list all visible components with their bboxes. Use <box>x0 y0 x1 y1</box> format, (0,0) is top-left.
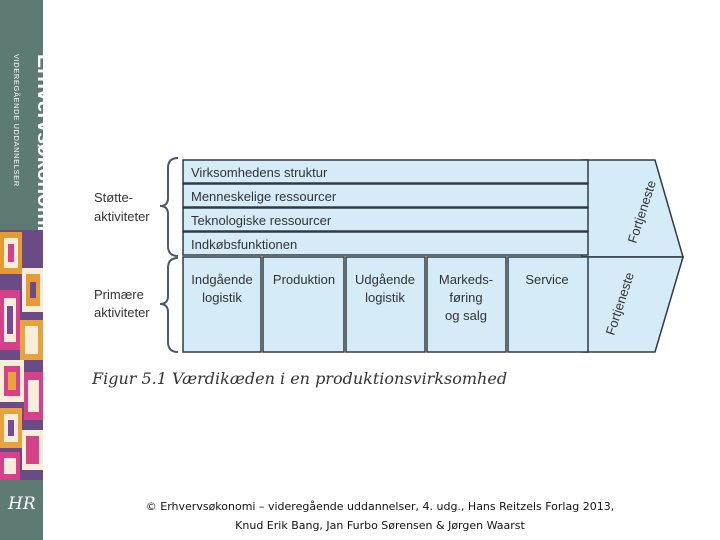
support-row-label: Virksomhedens struktur <box>191 165 328 180</box>
primary-column-label: Indgående <box>191 272 253 287</box>
primary-brace <box>160 258 178 352</box>
svg-text:aktiviteter: aktiviteter <box>94 305 150 320</box>
support-brace <box>160 158 178 256</box>
copyright-footer <box>110 497 650 535</box>
svg-text:aktiviteter: aktiviteter <box>94 209 150 224</box>
primary-column-label: Udgående <box>355 272 415 287</box>
footer-line-1: © Erhvervsøkonomi – videregående uddannelser, 4. udg., Hans Reitzels Forlag 2013, <box>145 500 615 513</box>
support-activities-label <box>94 190 150 224</box>
publisher-logo: HR <box>8 494 36 514</box>
margin-arrow-lower <box>582 257 683 352</box>
support-row-label: Menneskelige ressourcer <box>191 189 337 204</box>
primary-column-label: Markeds- <box>438 272 494 287</box>
primary-column-label: Produktion <box>272 272 336 287</box>
primary-column-label: og salg <box>445 308 487 323</box>
support-row-label: Indkøbsfunktionen <box>191 237 298 252</box>
support-row-label: Teknologiske ressourcer <box>191 213 332 228</box>
primary-column-label: føring <box>449 290 483 305</box>
primary-column-label: logistik <box>365 290 405 305</box>
primary-activities-label <box>94 287 150 320</box>
primary-column-label: Service <box>525 272 569 287</box>
svg-text:VIDEREGÅENDE UDDANNELSER: VIDEREGÅENDE UDDANNELSER <box>12 54 21 187</box>
svg-text:Støtte-: Støtte- <box>94 190 134 205</box>
primary-column-label: logistik <box>202 290 242 305</box>
footer-line-2: Knud Erik Bang, Jan Furbo Sørensen & Jørgen Waarst <box>235 519 525 532</box>
margin-label-lower: Fortjeneste <box>602 270 637 337</box>
margin-label-upper: Fortjeneste <box>624 178 659 245</box>
svg-text:Erhvervsøkonomi: Erhvervsøkonomi <box>33 54 56 232</box>
figure-caption: Figur 5.1 Værdikæden i en produktionsvirksomhed <box>92 369 508 388</box>
svg-text:Primære: Primære <box>94 287 144 302</box>
